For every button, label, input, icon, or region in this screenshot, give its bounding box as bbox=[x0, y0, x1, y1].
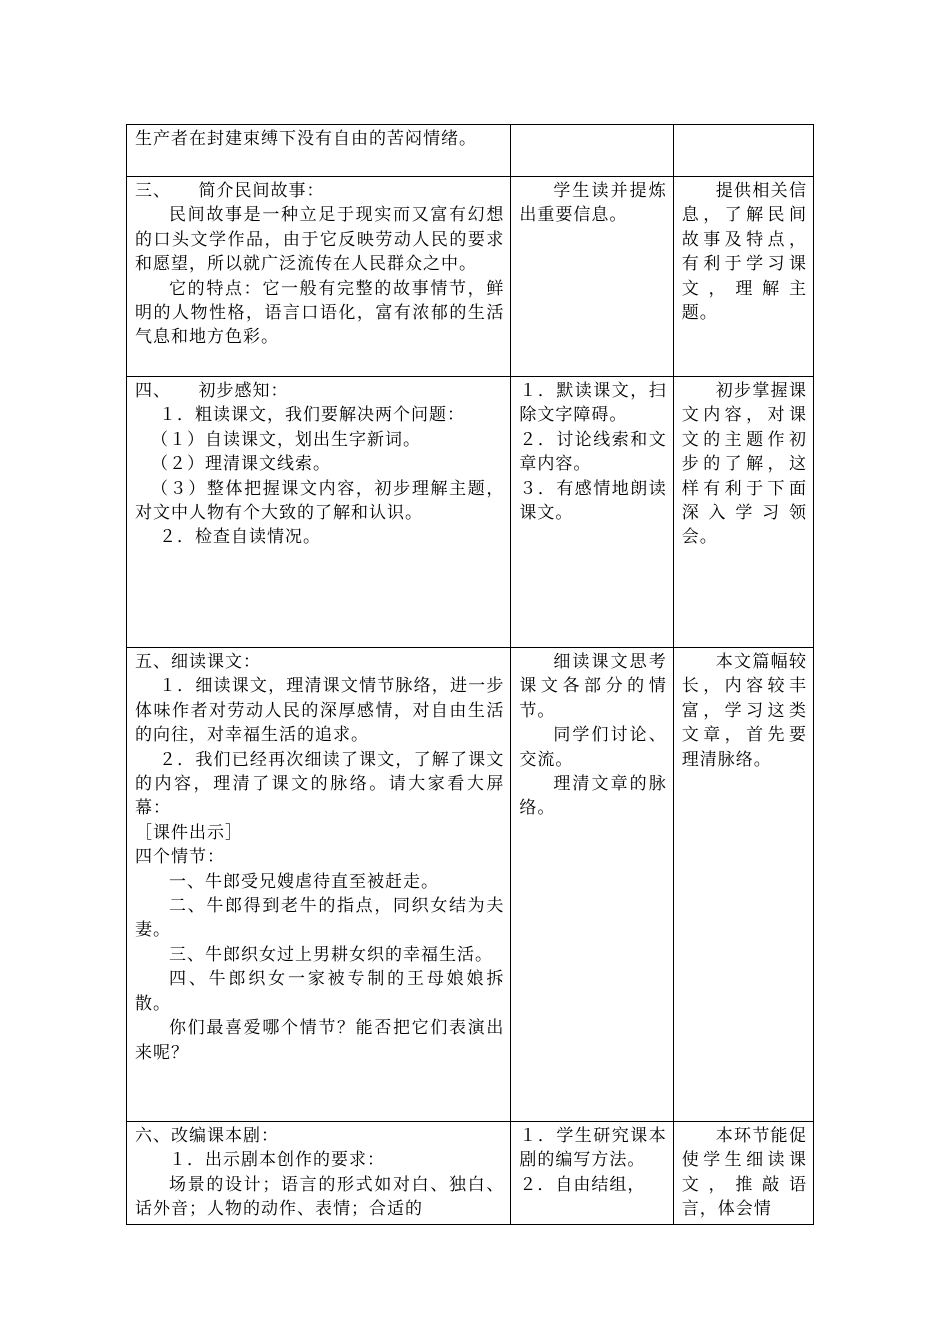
cell-text: 理清文章的脉络。 bbox=[519, 774, 667, 819]
cell-text: 四个情节： bbox=[135, 847, 225, 868]
table-row bbox=[127, 177, 814, 377]
student-activity-cell bbox=[511, 1122, 673, 1225]
cell-text: １．粗读课文，我们要解决两个问题： bbox=[159, 405, 465, 426]
cell-text: 提供相关信息，了解民间故事及特点，有利于学习课文，理解主题。 bbox=[681, 181, 807, 324]
design-intent-cell bbox=[673, 125, 813, 177]
design-intent-cell bbox=[673, 648, 813, 1122]
cell-text: 初步掌握课文内容，对课文的主题作初步的了解，这样有利于下面深入学习领会。 bbox=[681, 381, 807, 548]
cell-text: 本文篇幅较长，内容较丰富，学习这类文章，首先要理清脉络。 bbox=[681, 652, 807, 770]
cell-text: 民间故事是一种立足于现实而又富有幻想的口头文学作品，由于它反映劳动人民的要求和愿望，所以就广泛流传在人民群众之中。 bbox=[135, 205, 505, 275]
cell-text: （２）理清课文线索。 bbox=[151, 454, 331, 475]
cell-text: １．出示剧本创作的要求： bbox=[169, 1150, 385, 1171]
cell-text: 它的特点：它一般有完整的故事情节，鲜明的人物性格，语言口语化，富有浓郁的生活气息和地方色彩。 bbox=[135, 278, 505, 348]
cell-text: 细读课文思考课文各部分的情节。 bbox=[519, 652, 667, 721]
table-row bbox=[127, 377, 814, 648]
teacher-activity-cell bbox=[127, 125, 511, 177]
cell-text: 本环节能促使学生细读课文，推敲语言，体会情 bbox=[681, 1126, 807, 1220]
cell-text: 四、牛郎织女一家被专制的王母娘娘拆散。 bbox=[135, 969, 505, 1014]
table-row bbox=[127, 648, 814, 1122]
section-heading: 六、改编课本剧： bbox=[135, 1126, 279, 1146]
cell-text: １．学生研究课本剧的编写方法。 bbox=[519, 1126, 667, 1171]
section-heading: 三、 简介民间故事： bbox=[135, 181, 325, 201]
student-activity-cell bbox=[511, 648, 673, 1122]
teacher-activity-cell bbox=[127, 177, 511, 377]
teacher-activity-cell bbox=[127, 377, 511, 648]
section-heading: 五、细读课文： bbox=[135, 652, 261, 672]
cell-text: 同学们讨论、交流。 bbox=[519, 725, 667, 770]
lesson-plan-table bbox=[126, 124, 814, 1225]
cell-text: ２．自由结组， bbox=[519, 1174, 646, 1195]
teacher-activity-cell bbox=[127, 1122, 511, 1225]
cell-text: （３）整体把握课文内容，初步理解主题，对文中人物有个大致的了解和认识。 bbox=[135, 478, 505, 524]
table-row bbox=[127, 125, 814, 177]
cell-text: ［课件出示］ bbox=[135, 822, 243, 843]
cell-text: ２．讨论线索和文章内容。 bbox=[519, 429, 667, 475]
student-activity-cell bbox=[511, 177, 673, 377]
cell-text: 你们最喜爱哪个情节？能否把它们表演出来呢？ bbox=[135, 1018, 505, 1063]
cell-text: （１）自读课文，划出生字新词。 bbox=[151, 429, 421, 450]
design-intent-cell bbox=[673, 377, 813, 648]
section-heading: 四、 初步感知： bbox=[135, 381, 289, 401]
student-activity-cell bbox=[511, 125, 673, 177]
cell-text: １．默读课文，扫除文字障碍。 bbox=[519, 381, 667, 426]
table-row bbox=[127, 1122, 814, 1225]
cell-text: ３．有感情地朗读课文。 bbox=[519, 478, 667, 524]
student-activity-cell bbox=[511, 377, 673, 648]
cell-text: 生产者在封建束缚下没有自由的苦闷情绪。 bbox=[135, 129, 477, 149]
cell-text: 场景的设计；语言的形式如对白、独白、话外音；人物的动作、表情；合适的 bbox=[135, 1174, 505, 1220]
cell-text: 二、牛郎得到老牛的指点，同织女结为夫妻。 bbox=[135, 896, 505, 941]
cell-text: 学生读并提炼出重要信息。 bbox=[519, 181, 667, 226]
design-intent-cell bbox=[673, 177, 813, 377]
teacher-activity-cell bbox=[127, 648, 511, 1122]
cell-text: 三、牛郎织女过上男耕女织的幸福生活。 bbox=[169, 944, 493, 965]
cell-text: ２．检查自读情况。 bbox=[159, 527, 321, 548]
cell-text: ２．我们已经再次细读了课文，了解了课文的内容，理清了课文的脉络。请大家看大屏幕： bbox=[135, 749, 505, 819]
cell-text: １．细读课文，理清课文情节脉络，进一步体味作者对劳动人民的深厚感情，对自由生活的向往，对幸福生活的追求。 bbox=[135, 676, 505, 746]
cell-text: 一、牛郎受兄嫂虐待直至被赶走。 bbox=[169, 871, 439, 892]
design-intent-cell bbox=[673, 1122, 813, 1225]
